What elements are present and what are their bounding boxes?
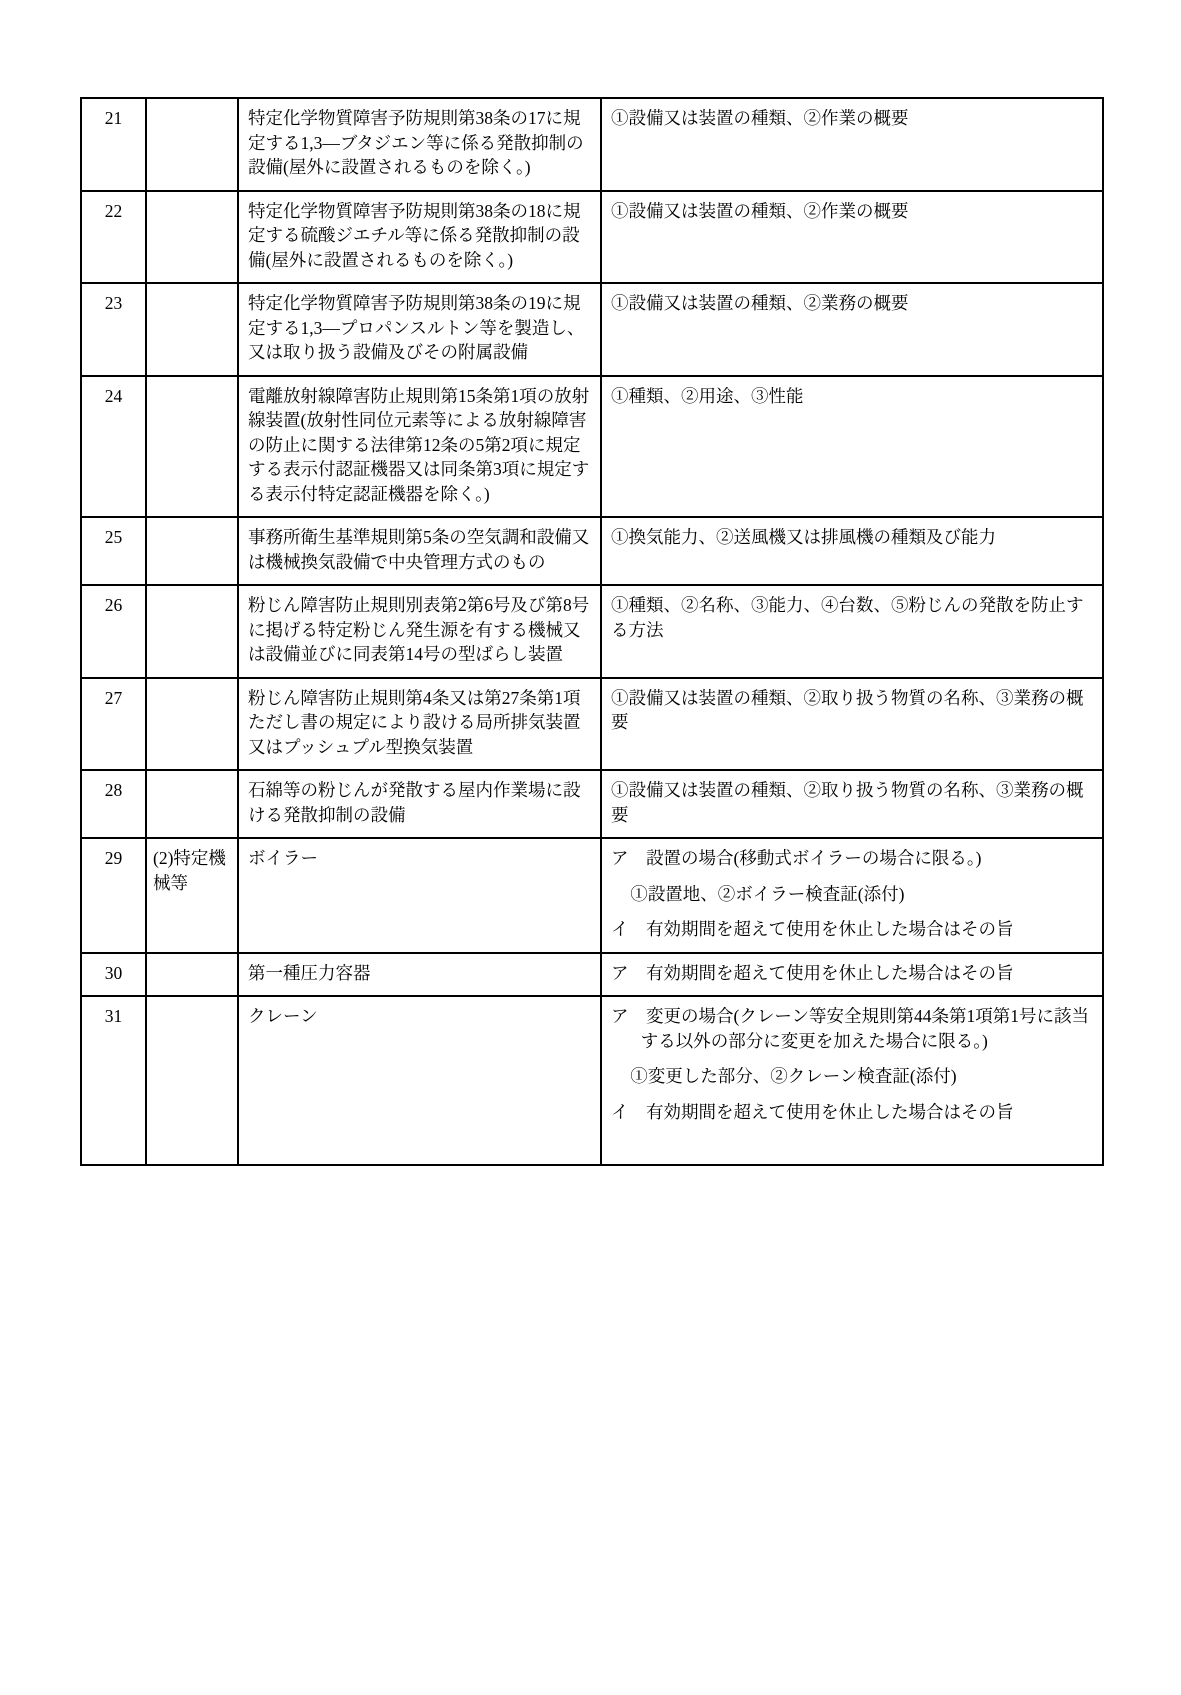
required-item: ①種類、②用途、③性能 [611, 385, 804, 406]
row-category [146, 996, 238, 1165]
required-item: ①設備又は装置の種類、②業務の概要 [611, 293, 909, 313]
row-required-items [601, 585, 1103, 678]
table-row-26 [81, 585, 1103, 678]
required-item: ア 有効期間を超えて使用を休止した場合はその旨 [611, 962, 1014, 983]
row-category [146, 953, 238, 997]
row-number: 25 [81, 517, 146, 585]
row-number: 22 [81, 191, 146, 284]
row-equipment-description: 特定化学物質障害予防規則第38条の19に規定する1,3―プロパンスルトン等を製造し、又は取り扱う設備及びその附属設備 [238, 283, 601, 376]
required-item: ①変更した部分、②クレーン検査証(添付) [630, 1066, 957, 1086]
row-category [146, 191, 238, 284]
row-equipment-description: 特定化学物質障害予防規則第38条の18に規定する硫酸ジエチル等に係る発散抑制の設備(屋外に設置されるものを除く。) [238, 191, 601, 284]
row-number: 29 [81, 838, 146, 953]
table-row-21 [81, 98, 1103, 191]
row-required-items [601, 191, 1103, 284]
row-number: 24 [81, 376, 146, 518]
row-category [146, 585, 238, 678]
row-number: 21 [81, 98, 146, 191]
table-row-31 [81, 996, 1103, 1165]
row-category [146, 770, 238, 838]
row-number: 31 [81, 996, 146, 1165]
required-item: ①設備又は装置の種類、②取り扱う物質の名称、③業務の概要 [611, 687, 1084, 732]
row-required-items [601, 838, 1103, 953]
row-equipment-description: ボイラー [238, 838, 601, 953]
row-equipment-description: クレーン [238, 996, 601, 1165]
row-number: 26 [81, 585, 146, 678]
row-required-items [601, 770, 1103, 838]
row-required-items [601, 996, 1103, 1165]
required-item: ア 設置の場合(移動式ボイラーの場合に限る。) [611, 848, 982, 868]
required-item: ①設備又は装置の種類、②作業の概要 [611, 200, 909, 221]
row-number: 23 [81, 283, 146, 376]
row-number: 30 [81, 953, 146, 997]
table-row-27 [81, 678, 1103, 771]
row-category [146, 283, 238, 376]
required-item: ①換気能力、②送風機又は排風機の種類及び能力 [611, 527, 996, 547]
row-equipment-description: 粉じん障害防止規則第4条又は第27条第1項ただし書の規定により設ける局所排気装置又はプッシュプル型換気装置 [238, 678, 601, 771]
regulation-table [80, 97, 1104, 1166]
table-row-24 [81, 376, 1103, 518]
row-required-items [601, 283, 1103, 376]
required-item: イ 有効期間を超えて使用を休止した場合はその旨 [611, 1101, 1014, 1122]
table-body [81, 98, 1103, 1165]
row-number: 27 [81, 678, 146, 771]
row-equipment-description: 石綿等の粉じんが発散する屋内作業場に設ける発散抑制の設備 [238, 770, 601, 838]
required-item: ①設置地、②ボイラー検査証(添付) [630, 883, 905, 904]
row-required-items [601, 678, 1103, 771]
row-required-items [601, 98, 1103, 191]
required-item: ①種類、②名称、③能力、④台数、⑤粉じんの発散を防止する方法 [611, 595, 1084, 640]
row-category [146, 98, 238, 191]
row-category [146, 376, 238, 518]
row-category: (2)特定機械等 [146, 838, 238, 953]
row-number: 28 [81, 770, 146, 838]
row-equipment-description: 粉じん障害防止規則別表第2第6号及び第8号に掲げる特定粉じん発生源を有する機械又は設備並びに同表第14号の型ばらし装置 [238, 585, 601, 678]
table-row-28 [81, 770, 1103, 838]
table-row-23 [81, 283, 1103, 376]
row-required-items [601, 953, 1103, 997]
table-row-30 [81, 953, 1103, 997]
row-equipment-description: 第一種圧力容器 [238, 953, 601, 997]
row-equipment-description: 電離放射線障害防止規則第15条第1項の放射線装置(放射性同位元素等による放射線障害の防止に関する法律第12条の5第2項に規定する表示付認証機器又は同条第3項に規定する表示付特定認証機器を除く。) [238, 376, 601, 518]
required-item: ①設備又は装置の種類、②作業の概要 [611, 108, 909, 128]
table-row-25 [81, 517, 1103, 585]
row-required-items [601, 517, 1103, 585]
required-item: イ 有効期間を超えて使用を休止した場合はその旨 [611, 919, 1014, 939]
row-required-items [601, 376, 1103, 518]
row-category [146, 517, 238, 585]
required-item: ①設備又は装置の種類、②取り扱う物質の名称、③業務の概要 [611, 780, 1084, 825]
table-row-22 [81, 191, 1103, 284]
row-equipment-description: 特定化学物質障害予防規則第38条の17に規定する1,3―ブタジエン等に係る発散抑制の設備(屋外に設置されるものを除く。) [238, 98, 601, 191]
table-row-29 [81, 838, 1103, 953]
row-category [146, 678, 238, 771]
required-item: ア 変更の場合(クレーン等安全規則第44条第1項第1号に該当する以外の部分に変更を加えた場合に限る。) [611, 1006, 1089, 1051]
row-equipment-description: 事務所衛生基準規則第5条の空気調和設備又は機械換気設備で中央管理方式のもの [238, 517, 601, 585]
